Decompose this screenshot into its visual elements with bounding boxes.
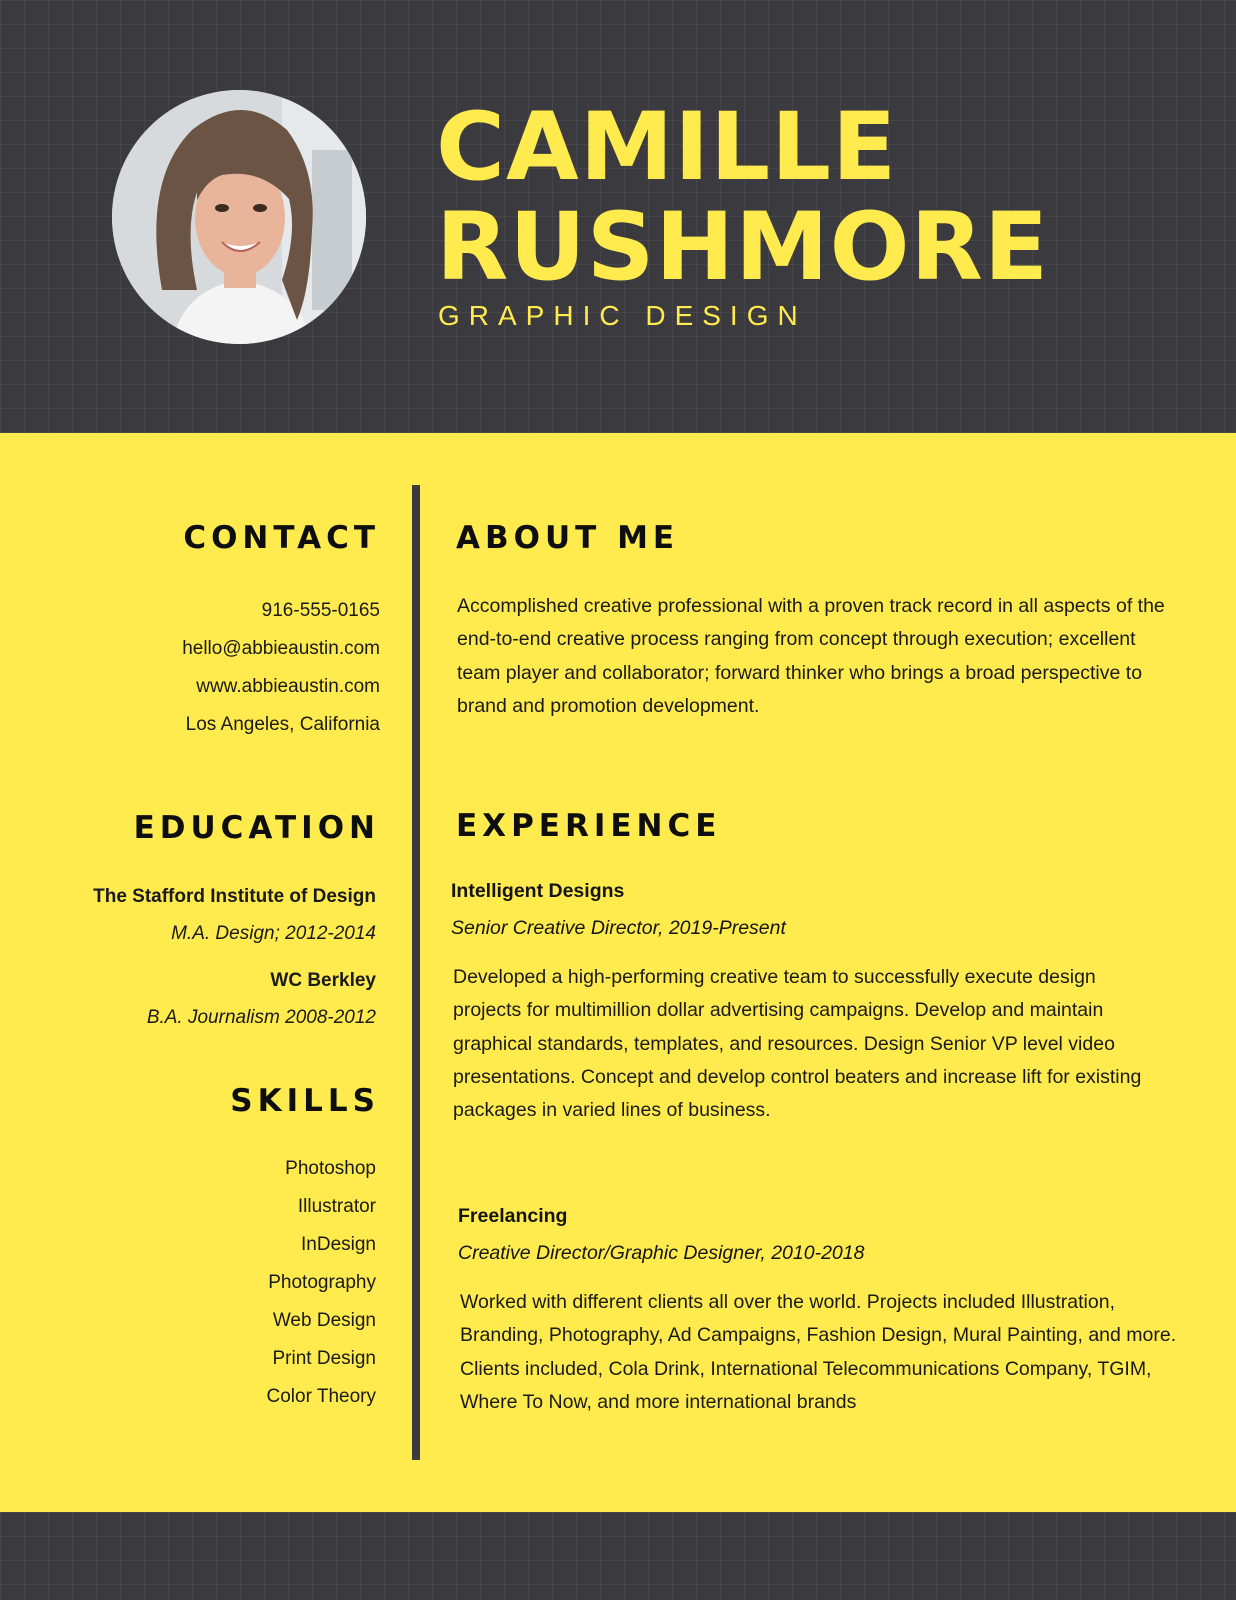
job-line: packages in varied lines of business.: [453, 1099, 771, 1122]
skill-item: Print Design: [272, 1348, 376, 1369]
skill-item: Photoshop: [285, 1158, 376, 1179]
education-school: WC Berkley: [270, 970, 376, 991]
contact-phone: 916-555-0165: [261, 600, 380, 621]
job-company: Freelancing: [458, 1205, 568, 1227]
footer-band: [0, 1512, 1236, 1600]
job-line: Clients included, Cola Drink, International Telecommunications Company, TGIM,: [460, 1357, 1152, 1380]
candidate-name: [436, 93, 1050, 302]
job-title: Senior Creative Director, 2019-Present: [451, 917, 786, 939]
contact-list: [0, 592, 380, 744]
skill-item: InDesign: [301, 1234, 376, 1255]
contact-location: Los Angeles, California: [185, 714, 380, 735]
about-heading: ABOUT ME: [456, 520, 680, 556]
job-title: Creative Director/Graphic Designer, 2010-2018: [458, 1242, 865, 1264]
last-name: RUSHMORE: [436, 193, 1050, 302]
about-line: team player and collaborator; forward thinker who brings a broad perspective to: [457, 661, 1143, 684]
portrait-illustration: [112, 90, 366, 344]
first-name: CAMILLE: [436, 93, 898, 202]
skill-item: Color Theory: [266, 1386, 376, 1407]
job-line: graphical standards, templates, and resources. Design Senior VP level video: [453, 1032, 1115, 1055]
about-line: end-to-end creative process ranging from concept through execution; excellent: [457, 628, 1136, 651]
job-role: GRAPHIC DESIGN: [438, 300, 807, 331]
education-degree: B.A. Journalism 2008-2012: [146, 1007, 376, 1028]
about-line: brand and promotion development.: [457, 694, 760, 717]
job-line: Worked with different clients all over the world. Projects included Illustration,: [460, 1291, 1116, 1313]
job-line: Branding, Photography, Ad Campaigns, Fashion Design, Mural Painting, and more.: [460, 1324, 1177, 1347]
job-line: Where To Now, and more international brands: [460, 1390, 857, 1413]
job-line: Developed a high-performing creative team to successfully execute design: [453, 966, 1096, 988]
contact-email: hello@abbieaustin.com: [182, 638, 380, 659]
experience-heading: EXPERIENCE: [456, 808, 722, 844]
education-school: The Stafford Institute of Design: [93, 886, 376, 907]
about-text: [457, 590, 1187, 723]
job-line: projects for multimillion dollar advertising campaigns. Develop and maintain: [453, 999, 1104, 1022]
skill-item: Photography: [268, 1272, 376, 1293]
education-list: [0, 878, 376, 1036]
job-company: Intelligent Designs: [451, 880, 625, 902]
column-divider: [412, 485, 420, 1460]
skill-item: Illustrator: [297, 1196, 376, 1217]
education-degree: M.A. Design; 2012-2014: [171, 923, 376, 944]
profile-photo: [112, 90, 366, 344]
skills-heading: SKILLS: [230, 1083, 380, 1119]
job-line: presentations. Concept and develop control beaters and increase lift for existing: [453, 1065, 1142, 1088]
contact-website: www.abbieaustin.com: [196, 676, 380, 697]
about-line: Accomplished creative professional with a proven track record in all aspects of the: [457, 595, 1165, 617]
job-description: [453, 961, 1198, 1127]
skills-list: [0, 1150, 376, 1416]
contact-heading: CONTACT: [183, 520, 380, 556]
job-description: [460, 1286, 1205, 1419]
education-heading: EDUCATION: [133, 810, 380, 846]
skill-item: Web Design: [272, 1310, 376, 1331]
